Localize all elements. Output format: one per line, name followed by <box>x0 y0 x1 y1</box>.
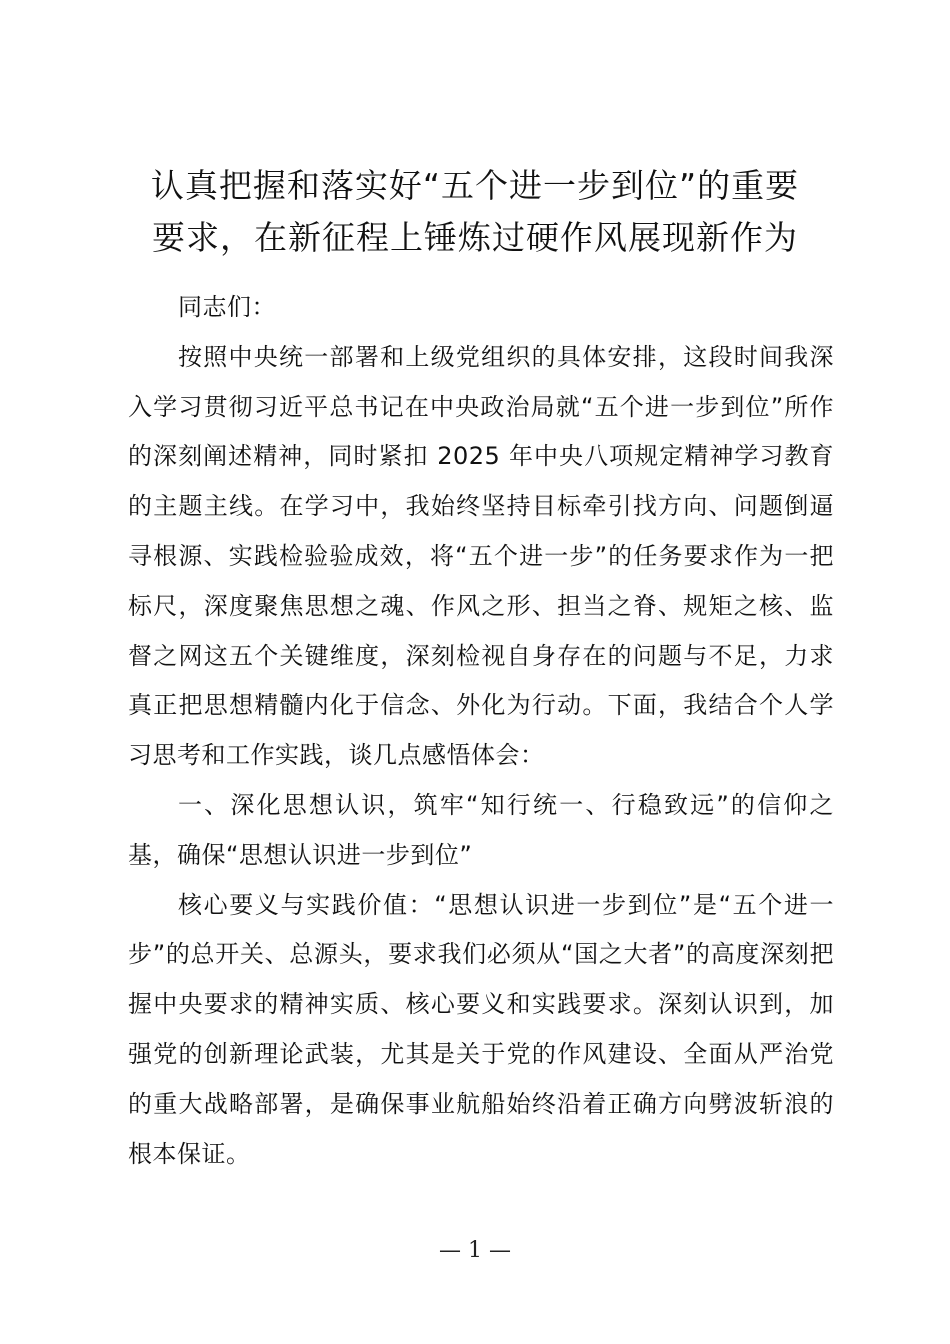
section-heading-1: 一、深化思想认识，筑牢“知行统一、行稳致远”的信仰之基，确保“思想认识进一步到位” <box>128 790 834 869</box>
title-line-2: 要求，在新征程上锤炼过硬作风展现新作为 <box>152 218 798 257</box>
paragraph-core-meaning: 核心要义与实践价值：“思想认识进一步到位”是“五个进一步”的总开关、总源头，要求我们必须从“国之大者”的高度深刻把握中央要求的精神实质、核心要义和实践要求。深刻认识到，加强党的创新理论武装，尤其是关于党的作风建设、全面从严治党的重大战略部署，是确保事业航船始终沿着正确方向劈波斩浪的根本保证。 <box>128 890 834 1168</box>
document-body <box>128 283 834 1179</box>
paragraph-intro: 按照中央统一部署和上级党组织的具体安排，这段时间我深入学习贯彻习近平总书记在中央政治局就“五个进一步到位”所作的深刻阐述精神，同时紧扣 2025 年中央八项规定精神学习教育的主题主线。在学习中，我始终坚持目标牵引找方向、问题倒逼寻根源、实践检验验成效，将“五个进一步”的任务要求作为一把标尺，深度聚焦思想之魂、作风之形、担当之脊、规矩之核、监督之网这五个关键维度，深刻检视自身存在的问题与不足，力求真正把思想精髓内化于信念、外化为行动。下面，我结合个人学习思考和工作实践，谈几点感悟体会： <box>128 342 834 770</box>
salutation: 同志们： <box>178 293 276 321</box>
title-line-1: 认真把握和落实好“五个进一步到位”的重要 <box>150 166 800 205</box>
page-number: — 1 — <box>439 1238 511 1263</box>
document-title <box>100 160 850 264</box>
